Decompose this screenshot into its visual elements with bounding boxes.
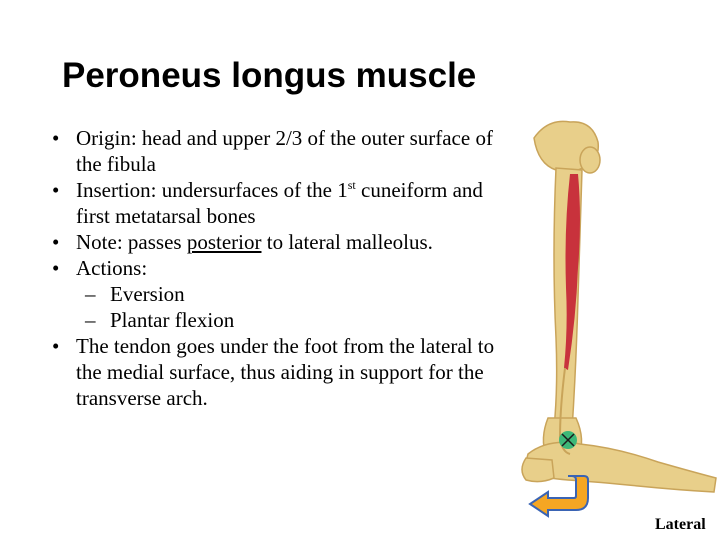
bullet-text: Actions: bbox=[76, 256, 148, 280]
fibula-head bbox=[580, 147, 600, 173]
bullet-text: Note: passes bbox=[76, 230, 187, 254]
bullet-text: Insertion: undersurfaces of the 1 bbox=[76, 178, 348, 202]
insertion-marker-icon bbox=[559, 431, 577, 449]
bullet-symbol: • bbox=[52, 126, 60, 150]
bullet-symbol: • bbox=[52, 334, 60, 358]
bullet-note bbox=[52, 229, 512, 255]
bullet-list bbox=[52, 125, 512, 411]
bullet-origin bbox=[52, 125, 512, 177]
bullet-text-cont: to lateral malleolus. bbox=[261, 230, 433, 254]
dash-symbol: – bbox=[85, 308, 96, 332]
bullet-symbol: • bbox=[52, 230, 60, 254]
slide-title: Peroneus longus muscle bbox=[62, 56, 477, 95]
dash-symbol: – bbox=[85, 282, 96, 306]
bullet-tendon bbox=[52, 333, 512, 411]
figure-label: Lateral bbox=[655, 516, 706, 533]
bullet-text: The tendon goes under the foot from the lateral to the medial surface, thus aiding in support for the transverse arch. bbox=[76, 334, 495, 410]
bullet-symbol: • bbox=[52, 256, 60, 280]
bullet-symbol: • bbox=[52, 178, 60, 202]
superscript: st bbox=[347, 178, 356, 192]
sub-bullet-text: Plantar flexion bbox=[110, 308, 235, 332]
bullet-actions bbox=[52, 255, 512, 281]
leg-anatomy-illustration bbox=[508, 118, 720, 538]
bullet-insertion bbox=[52, 177, 512, 229]
lower-leg-bones bbox=[522, 121, 716, 492]
bullet-text-cont: cuneiform and first metatarsal bones bbox=[76, 178, 483, 228]
heel-bone bbox=[522, 458, 554, 482]
sub-bullet-plantar-flexion bbox=[52, 307, 512, 333]
sub-bullet-eversion bbox=[52, 281, 512, 307]
underlined-word: posterior bbox=[186, 230, 262, 254]
sub-bullet-text: Eversion bbox=[110, 282, 185, 306]
bullet-text: Origin: head and upper 2/3 of the outer surface of the fibula bbox=[76, 126, 493, 176]
foot-bones bbox=[527, 442, 716, 492]
